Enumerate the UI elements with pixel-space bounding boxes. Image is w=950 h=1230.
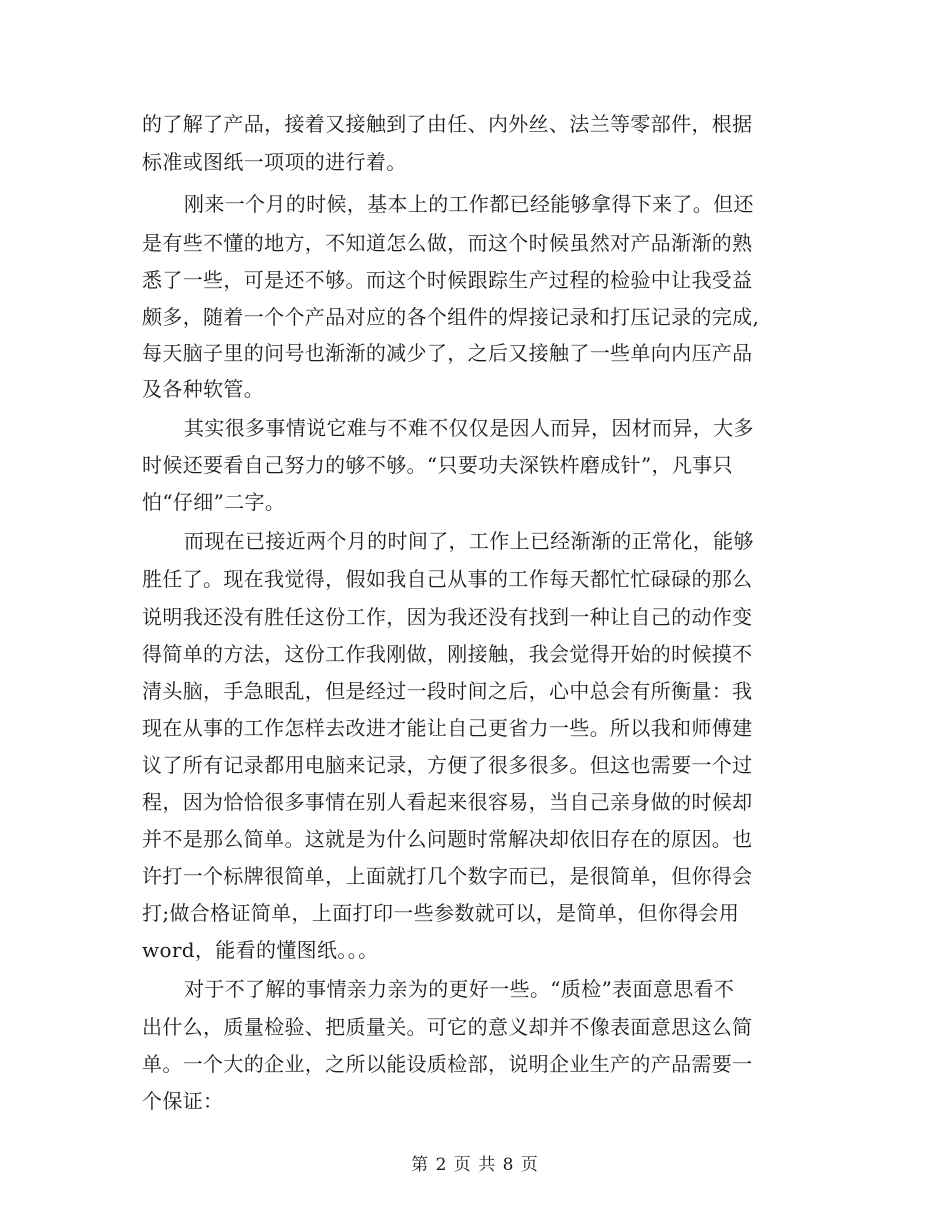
text-line: 现在从事的工作怎样去改进才能让自己更省力一些。所以我和师傅建 <box>142 716 753 740</box>
text-line: 对于不了解的事情亲力亲为的更好一些。“质检”表面意思看不 <box>184 977 735 1001</box>
text-line: 说明我还没有胜任这份工作，因为我还没有找到一种让自己的动作变 <box>142 605 753 629</box>
text-line: 时候还要看自己努力的够不够。“只要功夫深铁杵磨成针”，凡事只 <box>142 453 733 477</box>
text-line: 得简单的方法，这份工作我刚做，刚接触，我会觉得开始的时候摸不 <box>142 642 753 666</box>
text-line: 出什么，质量检验、把质量关。可它的意义却并不像表面意思这么简 <box>142 1015 753 1039</box>
text-line: 个保证： <box>142 1089 224 1113</box>
text-line: 单。一个大的企业，之所以能设质检部，说明企业生产的产品需要一 <box>142 1052 753 1076</box>
text-line: 的了解了产品，接着又接触到了由任、内外丝、法兰等零部件，根据 <box>142 112 753 136</box>
text-line: 怕“仔细”二字。 <box>142 490 286 514</box>
text-line: 悉了一些，可是还不够。而这个时候跟踪生产过程的检验中让我受益 <box>142 268 753 292</box>
text-line: 其实很多事情说它难与不难不仅仅是因人而异，因材而异，大多 <box>184 416 754 440</box>
text-line: 而现在已接近两个月的时间了，工作上已经渐渐的正常化，能够 <box>184 529 754 553</box>
text-line: 每天脑子里的问号也渐渐的减少了，之后又接触了一些单向内压产品 <box>142 341 753 365</box>
text-line: 打;做合格证简单，上面打印一些参数就可以，是简单，但你得会用 <box>142 901 740 925</box>
text-line: 是有些不懂的地方，不知道怎么做，而这个时候虽然对产品渐渐的熟 <box>142 231 753 255</box>
text-line: word，能看的懂图纸。。。 <box>142 938 379 962</box>
text-line: 及各种软管。 <box>142 377 265 401</box>
text-line: 程，因为恰恰很多事情在别人看起来很容易，当自己亲身做的时候却 <box>142 790 753 814</box>
text-line: 刚来一个月的时候，基本上的工作都已经能够拿得下来了。但还 <box>184 192 754 216</box>
text-line: 胜任了。现在我觉得，假如我自己从事的工作每天都忙忙碌碌的那么 <box>142 567 753 591</box>
text-line: 许打一个标牌很简单，上面就打几个数字而已，是很简单，但你得会 <box>142 864 753 888</box>
text-line: 清头脑，手急眼乱，但是经过一段时间之后，心中总会有所衡量：我 <box>142 679 753 703</box>
text-line: 并不是那么简单。这就是为什么问题时常解决却依旧存在的原因。也 <box>142 827 753 851</box>
text-line: 颇多，随着一个个产品对应的各个组件的焊接记录和打压记录的完成, <box>142 305 760 329</box>
text-line: 标准或图纸一项项的进行着。 <box>142 150 407 174</box>
text-line: 议了所有记录都用电脑来记录，方便了很多很多。但这也需要一个过 <box>142 753 753 777</box>
page-number-footer: 第 2 页 共 8 页 <box>411 1155 539 1175</box>
